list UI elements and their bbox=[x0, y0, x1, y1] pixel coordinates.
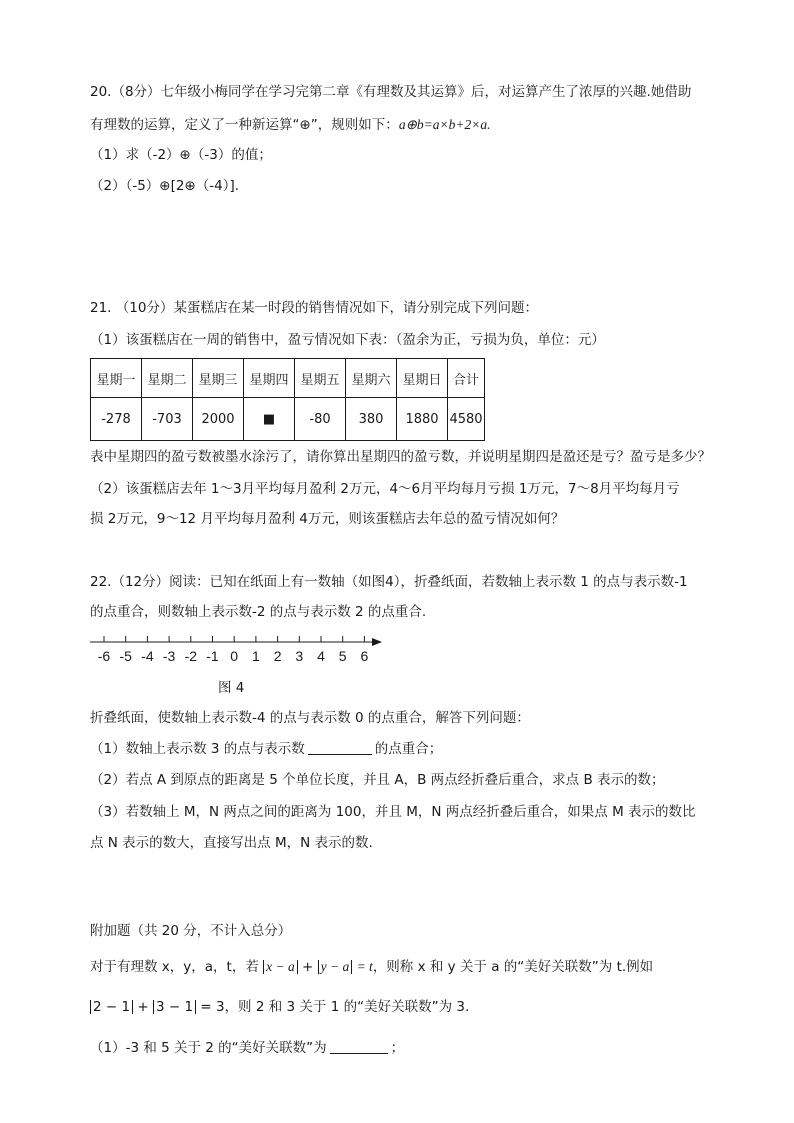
bonus-part1 bbox=[90, 1038, 404, 1058]
q20-part1: （1）求（-2）⊕（-3）的值； bbox=[90, 147, 272, 163]
q21-after-table: 表中星期四的盈亏数被墨水涂污了，请你算出星期四的盈亏数，并说明星期四是盈还是亏？盈亏是多少？ bbox=[90, 449, 711, 465]
table-value-cell: -703 bbox=[142, 398, 193, 441]
equals-3: = 3 bbox=[200, 999, 225, 1015]
bonus-line1-text: 对于有理数 x，y，a，t，若 bbox=[90, 959, 259, 975]
figure-caption: 图 4 bbox=[218, 680, 245, 696]
q21-part2-line2: 损 2万元，9～12 月平均每月盈利 4万元，则该蛋糕店去年总的盈亏情况如何？ bbox=[90, 511, 565, 527]
table-value-cell: -80 bbox=[295, 398, 346, 441]
table-value-cell: 1880 bbox=[397, 398, 448, 441]
q21-part1: （1）该蛋糕店在一周的销售中，盈亏情况如下表：（盈余为正，亏损为负，单位：元） bbox=[90, 332, 605, 348]
number-line-tick-label: 0 bbox=[230, 648, 239, 664]
abs-expression: y − a bbox=[318, 960, 353, 974]
bonus-line2-text: ，则 2 和 3 关于 1 的“美好关联数”为 3. bbox=[224, 999, 470, 1015]
bonus-part1-text-end: ； bbox=[390, 1040, 405, 1056]
q21-part2-line1: （2）该蛋糕店去年 1～3月平均每月盈利 2万元，4～6月平均每月亏损 1万元，7～8月平均每月亏 bbox=[90, 481, 680, 497]
bonus-title: 附加题（共 20 分，不计入总分） bbox=[90, 923, 292, 939]
number-line-figure bbox=[88, 632, 388, 670]
abs-expression: 3 − 1 bbox=[153, 1000, 196, 1014]
q21-title: 21. （10分）某蛋糕店在某一时段的销售情况如下，请分别完成下列问题： bbox=[90, 300, 538, 316]
bonus-line2 bbox=[90, 997, 469, 1017]
table-value-cell: 4580 bbox=[448, 398, 485, 441]
number-line-tick-label: 2 bbox=[273, 648, 282, 664]
q22-part1-text-end: 的点重合； bbox=[374, 741, 443, 757]
q20-line2-text: 有理数的运算，定义了一种新运算“⊕”，规则如下： bbox=[90, 117, 399, 133]
number-line-tick-label: -6 bbox=[97, 648, 111, 664]
bonus-part1-text: （1）-3 和 5 关于 2 的“美好关联数”为 bbox=[90, 1040, 327, 1056]
table-header-cell: 星期四 bbox=[244, 359, 295, 398]
table-header-cell: 合计 bbox=[448, 359, 485, 398]
q22-part2: （2）若点 A 到原点的距离是 5 个单位长度，并且 A，B 两点经折叠后重合，求点 B 表示的数； bbox=[90, 772, 665, 788]
ink-blot-cell: ■ bbox=[244, 398, 295, 441]
q22-part3-line2: 点 N 表示的数大，直接写出点 M，N 表示的数. bbox=[90, 835, 373, 851]
sales-table-header-row bbox=[91, 359, 485, 398]
q20-line1: 20.（8分）七年级小梅同学在学习完第二章《有理数及其运算》后，对运算产生了浓厚的兴趣.她借助 bbox=[90, 84, 692, 100]
q22-part1-text: （1）数轴上表示数 3 的点与表示数 bbox=[90, 741, 305, 757]
equals-t: = t bbox=[356, 959, 373, 974]
number-line-tick-label: 5 bbox=[338, 648, 347, 664]
q22-part3-line1: （3）若数轴上 M，N 两点之间的距离为 100，并且 M，N 两点经折叠后重合，如果点 M 表示的数比 bbox=[90, 804, 696, 820]
number-line-tick-label: -1 bbox=[206, 648, 219, 664]
number-line-tick-label: -4 bbox=[141, 648, 154, 664]
plus-sign: + bbox=[137, 999, 149, 1015]
number-line-tick-label: 3 bbox=[295, 648, 304, 664]
number-line-tick-label: -3 bbox=[162, 648, 176, 664]
table-value-cell: 2000 bbox=[193, 398, 244, 441]
bonus-line1 bbox=[90, 957, 653, 977]
table-value-cell: -278 bbox=[91, 398, 142, 441]
sales-table-value-row bbox=[91, 398, 485, 441]
number-line-tick-label: 4 bbox=[317, 648, 325, 664]
q22-intro: 折叠纸面，使数轴上表示数-4 的点与表示数 0 的点重合，解答下列问题： bbox=[90, 710, 530, 726]
number-line-tick-label: 6 bbox=[360, 648, 369, 664]
table-value-cell: 380 bbox=[346, 398, 397, 441]
table-header-cell: 星期日 bbox=[397, 359, 448, 398]
answer-blank[interactable] bbox=[308, 740, 372, 755]
q22-line2: 的点重合，则数轴上表示数-2 的点与表示数 2 的点重合. bbox=[90, 604, 427, 620]
q20-formula: a⊕b=a×b+2×a. bbox=[398, 117, 491, 132]
bonus-line1-text-end: ，则称 x 和 y 关于 a 的“美好关联数”为 t.例如 bbox=[372, 959, 654, 975]
q20-line2 bbox=[90, 115, 490, 135]
table-header-cell: 星期六 bbox=[346, 359, 397, 398]
number-line-tick-label: -2 bbox=[184, 648, 198, 664]
table-header-cell: 星期二 bbox=[142, 359, 193, 398]
answer-blank[interactable] bbox=[330, 1039, 388, 1054]
q22-line1: 22.（12分）阅读：已知在纸面上有一数轴（如图4），折叠纸面，若数轴上表示数 1 的点与表示数-1 bbox=[90, 574, 688, 590]
q20-part2: （2）（-5）⊕[2⊕（-4）]． bbox=[90, 178, 249, 194]
number-line-ticks bbox=[98, 636, 369, 664]
plus-sign: + bbox=[302, 959, 314, 975]
number-line-arrow-icon bbox=[372, 638, 382, 646]
table-header-cell: 星期五 bbox=[295, 359, 346, 398]
number-line-tick-label: 1 bbox=[252, 648, 260, 664]
table-header-cell: 星期三 bbox=[193, 359, 244, 398]
abs-expression: 2 − 1 bbox=[90, 1000, 133, 1014]
q22-part1 bbox=[90, 739, 442, 759]
sales-table bbox=[90, 358, 485, 441]
abs-expression: x − a bbox=[263, 960, 298, 974]
table-header-cell: 星期一 bbox=[91, 359, 142, 398]
number-line-tick-label: -5 bbox=[119, 648, 132, 664]
